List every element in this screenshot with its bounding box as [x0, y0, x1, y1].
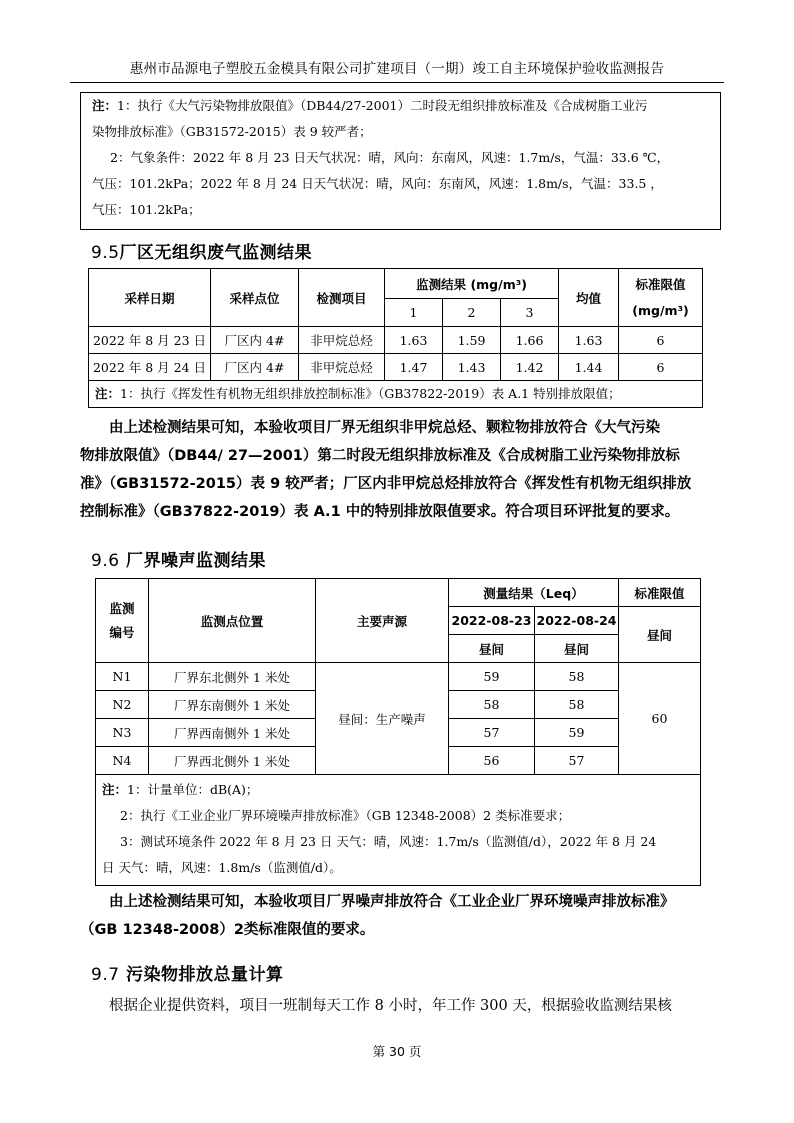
id-label-2: 编号: [109, 624, 135, 640]
cell-v3: 1.42: [501, 354, 559, 381]
section-title-9-7: 9.7 污染物排放总量计算: [91, 965, 284, 985]
col-header-limit: 标准限值: [619, 579, 701, 607]
cell-v1: 56: [449, 747, 535, 775]
col-header-limit: [619, 269, 703, 327]
page-number: 第 30 页: [372, 1044, 422, 1059]
noise-table: [95, 578, 701, 886]
para1-line1: 由上述检测结果可知，本验收项目厂界无组织非甲烷总烃、颗粒物排放符合《大气污染: [109, 420, 660, 436]
cell-point: 厂区内 4#: [211, 354, 299, 381]
cell-v2: 57: [535, 747, 619, 775]
col-header-r1: 1: [385, 299, 443, 327]
col-header-id: [96, 579, 149, 663]
col-header-avg: 均值: [559, 269, 619, 327]
cell-id: N3: [96, 719, 149, 747]
cell-v1: 1.63: [385, 327, 443, 354]
cell-item: 非甲烷总烃: [299, 327, 385, 354]
para2-line2: （GB 12348-2008）2类标准限值的要求。: [80, 922, 375, 938]
factory-voc-table: [88, 268, 703, 408]
cell-v2: 58: [535, 691, 619, 719]
para1-line3: 准》（GB31572-2015）表 9 较严者；厂区内非甲烷总烃排放符合《挥发性有机物无组织排放: [80, 476, 692, 492]
cell-source: 昼间：生产噪声: [316, 663, 449, 775]
col-header-item: 检测项目: [299, 269, 385, 327]
cell-v2: 1.59: [443, 327, 501, 354]
note-line-5: 气压：101.2kPa；: [92, 202, 201, 217]
cell-v3: 1.66: [501, 327, 559, 354]
noise-note-3: 3：测试环境条件 2022 年 8 月 23 日 天气：晴，风速：1.7m/s（监测值/d），2022 年 8 月 24: [120, 834, 657, 849]
col-header-day-2: 昼间: [535, 635, 619, 663]
cell-location: 厂界东南侧外 1 米处: [149, 691, 316, 719]
para3-line1: 根据企业提供资料，项目一班制每天工作 8 小时，年工作 300 天，根据验收监测结果核: [109, 998, 672, 1014]
note-line-3: 2：气象条件：2022 年 8 月 23 日天气状况：晴，风向：东南风，风速：1.7m/s，气温：33.6 ℃，: [110, 150, 670, 165]
cell-date: 2022 年 8 月 24 日: [89, 354, 211, 381]
cell-location: 厂界东北侧外 1 米处: [149, 663, 316, 691]
limit-unit: (mg/m³): [632, 302, 689, 318]
cell-location: 厂界西北侧外 1 米处: [149, 747, 316, 775]
col-header-date-2: 2022-08-24: [535, 607, 619, 635]
cell-id: N1: [96, 663, 149, 691]
para2-line1: 由上述检测结果可知，本验收项目厂界噪声排放符合《工业企业厂界环境噪声排放标准》: [109, 894, 675, 910]
cell-limit: 6: [619, 327, 703, 354]
col-header-limit-day: 昼间: [619, 607, 701, 663]
cell-v1: 58: [449, 691, 535, 719]
table-row: [89, 327, 703, 354]
noise-note-1: 注：1：计量单位：dB(A)；: [102, 782, 259, 797]
page-header: 惠州市品源电子塑胶五金模具有限公司扩建项目（一期）竣工自主环境保护验收监测报告: [70, 57, 724, 83]
cell-date: 2022 年 8 月 23 日: [89, 327, 211, 354]
col-header-point: 采样点位: [211, 269, 299, 327]
cell-avg: 1.44: [559, 354, 619, 381]
col-header-source: 主要声源: [316, 579, 449, 663]
noise-note-4: 日 天气：晴，风速：1.8m/s（监测值/d）。: [102, 860, 342, 875]
id-label-1: 监测: [109, 600, 135, 616]
cell-location: 厂界西南侧外 1 米处: [149, 719, 316, 747]
noise-table-note: [96, 775, 701, 886]
voc-table-note: 注：1：执行《挥发性有机物无组织排放控制标准》（GB37822-2019）表 A.1 特别排放限值；: [89, 381, 703, 408]
cell-v2: 1.43: [443, 354, 501, 381]
col-header-r2: 2: [443, 299, 501, 327]
cell-v1: 59: [449, 663, 535, 691]
weather-note-box: [80, 92, 721, 230]
cell-limit: 60: [619, 663, 701, 775]
section-title-9-5: 9.5厂区无组织废气监测结果: [91, 243, 313, 263]
col-header-date: 采样日期: [89, 269, 211, 327]
para1-line4: 控制标准》（GB37822-2019）表 A.1 中的特别排放限值要求。符合项目环评批复的要求。: [80, 504, 680, 520]
emission-total-paragraph: [80, 992, 728, 1020]
cell-v2: 59: [535, 719, 619, 747]
cell-v1: 57: [449, 719, 535, 747]
table-row: [96, 663, 701, 691]
cell-v1: 1.47: [385, 354, 443, 381]
cell-avg: 1.63: [559, 327, 619, 354]
note-line-2: 染物排放标准》（GB31572-2015）表 9 较严者；: [92, 124, 372, 139]
noise-conclusion-paragraph: [80, 888, 728, 944]
para1-line2: 物排放限值》（DB44/ 27—2001）第二时段无组织排放标准及《合成树脂工业污染物排放标: [80, 448, 680, 464]
table-row: [89, 354, 703, 381]
note-line-1: 注：1：执行《大气污染物排放限值》（DB44/27-2001）二时段无组织排放标准及《合成树脂工业污: [92, 98, 648, 113]
col-header-day-1: 昼间: [449, 635, 535, 663]
cell-point: 厂区内 4#: [211, 327, 299, 354]
cell-item: 非甲烷总烃: [299, 354, 385, 381]
voc-conclusion-paragraph: [80, 414, 728, 526]
cell-id: N2: [96, 691, 149, 719]
col-header-date-1: 2022-08-23: [449, 607, 535, 635]
col-header-location: 监测点位置: [149, 579, 316, 663]
section-title-9-6: 9.6 厂界噪声监测结果: [91, 551, 266, 571]
col-header-result: 测量结果（Leq）: [449, 579, 619, 607]
cell-v2: 58: [535, 663, 619, 691]
cell-id: N4: [96, 747, 149, 775]
noise-note-2: 2：执行《工业企业厂界环境噪声排放标准》（GB 12348-2008）2 类标准要求；: [120, 808, 571, 823]
note-line-4: 气压：101.2kPa；2022 年 8 月 24 日天气状况：晴，风向：东南风，风速：1.8m/s，气温：33.5 ，: [92, 176, 663, 191]
col-header-result: 监测结果 (mg/m³): [385, 269, 559, 299]
col-header-r3: 3: [501, 299, 559, 327]
cell-limit: 6: [619, 354, 703, 381]
limit-label: 标准限值: [635, 276, 686, 292]
